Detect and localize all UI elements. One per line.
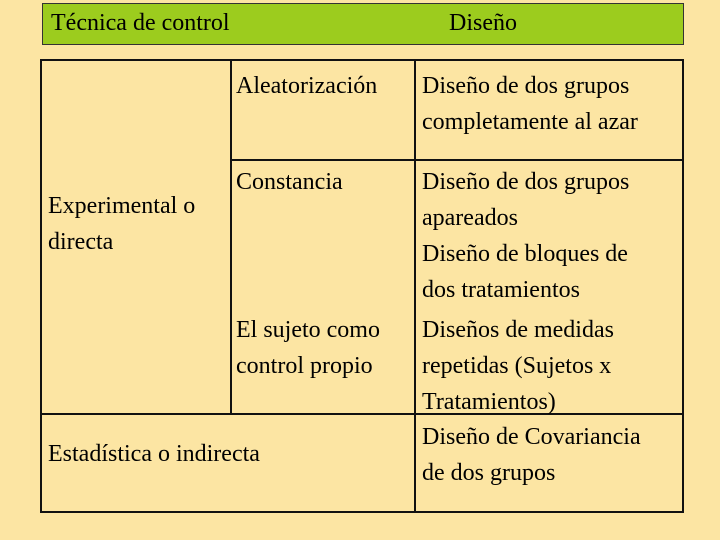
control-techniques-table [40, 59, 684, 513]
constancy-design: Diseño de dos grupos apareados Diseño de bloques de dos tratamientos [422, 169, 630, 303]
subcolumn-divider [230, 61, 232, 415]
randomization-technique: Aleatorización [236, 73, 378, 99]
randomization-design: Diseño de dos grupos completamente al azar [422, 73, 638, 135]
experimental-direct-label: Experimental o directa [48, 193, 196, 255]
row-divider-1 [230, 159, 682, 161]
header-design-label: Diseño [449, 10, 517, 36]
column-divider [414, 61, 416, 511]
self-control-design: Diseños de medidas repetidas (Sujetos x Tratamientos) [422, 317, 614, 415]
statistical-technique: Estadística o indirecta [48, 441, 260, 467]
self-control-technique: El sujeto como control propio [236, 317, 380, 379]
statistical-design: Diseño de Covariancia de dos grupos [422, 424, 641, 486]
constancy-technique: Constancia [236, 169, 343, 195]
header-technique-label: Técnica de control [51, 10, 230, 36]
header-bar [42, 3, 684, 45]
